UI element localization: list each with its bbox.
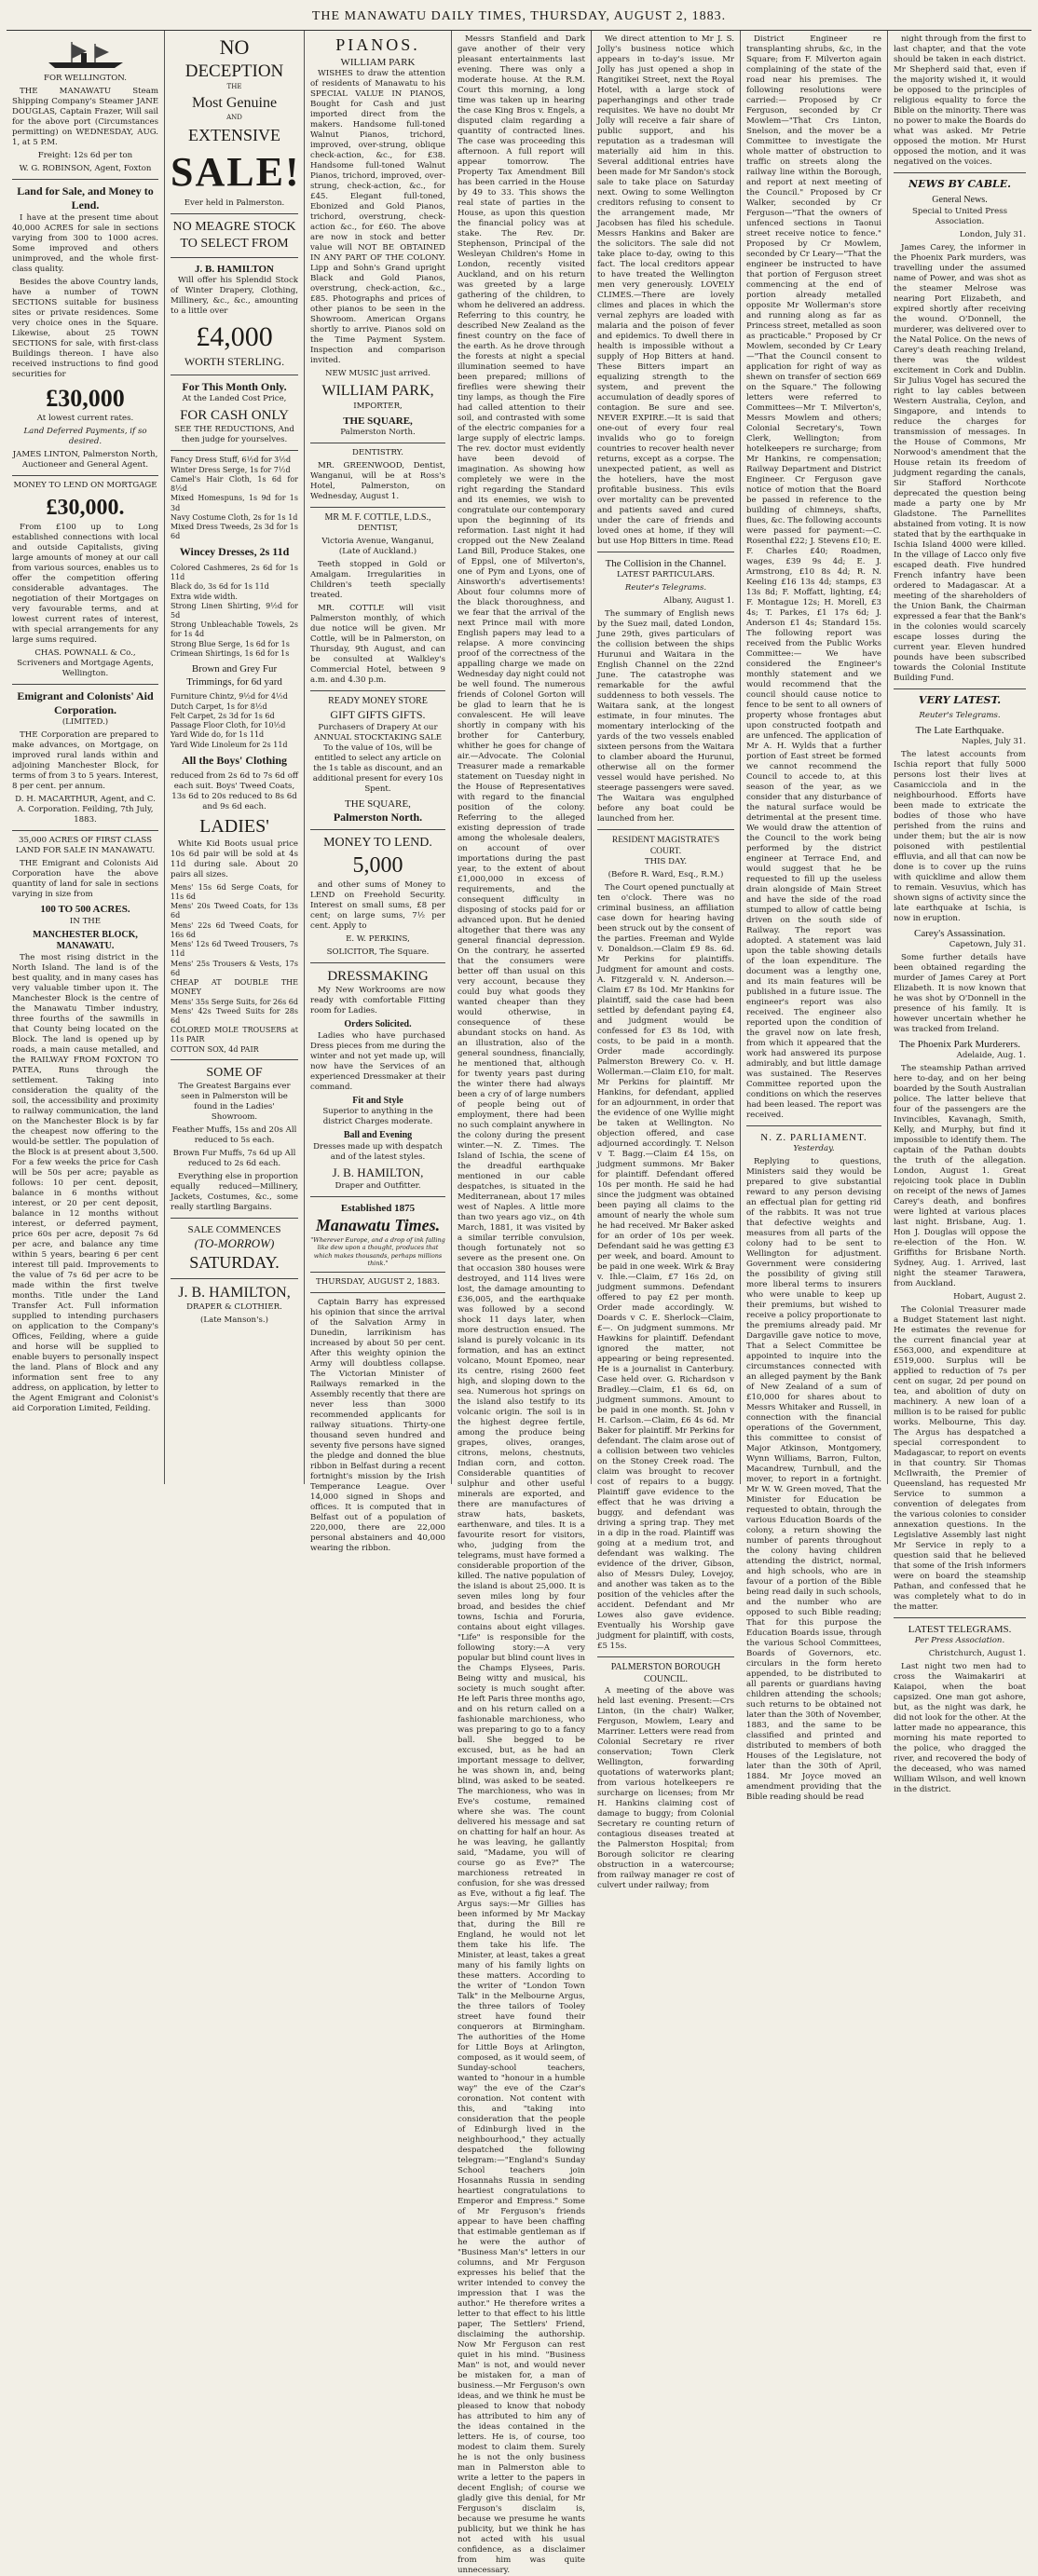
court-heading: RESIDENT MAGISTRATE'S COURT. xyxy=(611,836,720,857)
sale-commences: SALE COMMENCES xyxy=(187,1223,281,1235)
dentistry: DENTISTRY. xyxy=(352,447,403,457)
price-line: Mens' 35s Serge Suits, for 26s 6d xyxy=(171,997,298,1006)
parliament-text: Replying to questions, Ministers said they would be prepared to give substantial reward to any person devising an effectual plan for getting rid of the rabbits. It was not true that defective weights and measures from all parts of the colony had to be sent to Wellington for adjustment. Government were considering the possibility of giving still more liberal terms to insurers who were unable to keep up their premiums, but wished to receive a policy proportionate to the premiums already paid. Mr Dargaville gave notice to move, That a Select Committee be appointed to inquire into the circumstances connected with an alleged payment by the Bank of New Zealand of a sum of £10,000 for shares about to Messrs Whitaker and Russell, in connection with the financial operations of the Government, this committee to consist of Major Atkinson, Montgomery, Wynn Williams, Barron, Fulton, Macandrew, Turnbull, and the mover, to report in a fortnight. Mr W. W. Green moved, That the Minister for Education be requested to obtain, through the various Education Boards of the colony, a return showing the number of parents throughout the colony having children attending the district, normal, and high schools, who are in favour of a portion of the Bible being read daily in such schools, and the number who are opposed to such Bible reading; That for this purpose the Education Boards issue, through the various School Committees, Boards of Governors, etc. circulars in the form hereto appended, to be distributed to all parents or guardians having children attending the schools; such returns to be obtained not later than the 30th of November, 1883, and the same to be classified and printed and distributed to members of both Houses of the Legislature, not later than the 30th of April, 1884. Mr Joyce moved an amendment providing that the Bible reading should be read xyxy=(746,1157,881,1803)
some-text: The Greatest Bargains ever seen in Palmerston will be found in the Ladies' Showroom. xyxy=(178,1081,291,1122)
dentist: DENTIST, xyxy=(358,524,398,534)
orders-solicited: Orders Solicited. xyxy=(344,1018,412,1029)
orders-text: Ladies who have purchased Dress pieces from me during the winter and not yet made up, will now have the Services of an experienced Dressmaker at their command. xyxy=(310,1030,445,1092)
price-line: Dutch Carpet, 1s for 8½d xyxy=(171,702,267,711)
in-the: IN THE xyxy=(69,916,102,926)
extensive: EXTENSIVE xyxy=(188,125,280,144)
ready-money: READY MONEY STORE xyxy=(328,696,428,707)
london: London, July 31. xyxy=(959,229,1026,239)
price-list-2 xyxy=(171,564,298,659)
motto: "Wherever Europe, and a drop of ink falling like dew upon a thought, produces that which makes thousands, perhaps millions think." xyxy=(310,1235,445,1267)
lend-amount: 5,000 xyxy=(352,852,403,878)
ever-held: Ever held in Palmerston. xyxy=(184,198,285,209)
price-line: Winter Dress Serge, 1s for 7½d xyxy=(171,465,291,474)
pownall: CHAS. POWNALL & Co., Scriveners and Mortgage Agents, Wellington. xyxy=(17,647,154,678)
sale-banner: SALE! xyxy=(171,148,301,195)
solicitor: SOLICITOR, The Square. xyxy=(326,947,430,957)
column-3 xyxy=(305,31,452,1554)
telegrams-text: Last night two men had to cross the Waimakariri at Kaiapoi, when the boat capsized. One man got ashore, but, as the night was dark, he did not look for the other. At the latter made no appearance, this morning his mate reported to the police, who dragged the river, and recovered the body of the deceased, who was named William Wilson, and well known in the district. xyxy=(894,1662,1026,1795)
acres-text: THE Emigrant and Colonists Aid Corporation have the above quantity of land for sale in sections varying in size from xyxy=(12,859,158,900)
ship-heading: FOR WELLINGTON. xyxy=(44,74,127,83)
land-heading: Land for Sale, and Money to Lend. xyxy=(17,184,154,212)
meagre-stock: NO MEAGRE STOCK TO SELECT FROM xyxy=(172,220,296,252)
price-line: Yard Wide Linoleum for 2s 11d xyxy=(171,740,288,749)
some-of: SOME OF xyxy=(206,1065,263,1080)
hamilton-head: J. B. HAMILTON xyxy=(195,264,274,275)
agent: W. G. ROBINSON, Agent, Foxton xyxy=(19,164,152,173)
quake-text: The latest accounts from Ischia report that fully 5000 persons lost their lives at Casamicciola and in the neighbourhood. Efforts have been made to extricate the bodies of those who have perished from the ruins and under them; but the air is now poisoned with pestilential effluvia, and all that can now be done is to cover up the ruins with quicklime and allow them to remain. Vesuvius, which has shown signs of activity since the late earthquake at Ischia, is now in eruption. xyxy=(894,750,1026,924)
money-heading: MONEY TO LEND ON MORTGAGE xyxy=(13,480,157,490)
price-line: CHEAP AT DOUBLE THE MONEY xyxy=(171,978,298,997)
ball-evening: Ball and Evening xyxy=(343,1130,413,1141)
dateline: THURSDAY, AUGUST 2, 1883. xyxy=(315,1277,441,1288)
william-park: WILLIAM PARK xyxy=(340,57,416,69)
court-text: The Court opened punctually at ten o'clock. There was no criminal business, an affiliation case down for hearing having been struck out by the consent of the parties. Freeman and Wylde v. Donaldson.—Claim £9 8s. 6d. Mr Perkins for plaintiffs. Judgment for amount and costs. A. Fitzgerald v. N. Anderson.—Claim £7 8s 10d. Mr Hankins for plaintiff, said the case had been settled by defendant paying £4, and judgment would be confessed for £3 8s 10d, with costs, to be paid in a month. Order made accordingly. Palmerston Brewery Co. v. H. Wollerman.—Claim £10, for malt. Mr Perkins for plaintiff. Mr Hankins, for defendant, applied for an adjournment, in order that the evidence of one Wyllie might be taken at Wellington. No objection offered, and case adjourned accordingly. T. Nelson v T. Bagg.—Claim £4 15s, on judgment summons. Mr Baker for plaintiff. Defendant offered 10s per month. He said he had since the judgment was obtained been paying all claims to the amount of nearly the whole sum he had received. Mr Baker asked for an order of 10s per week. Defendant said he was getting £3 per week, and board. Amount to be paid in one week. Wirk & Bray v. Ihle.—Claim, £7 16s 2d, on judgment summons. Defendant offered to pay £2 per month. Order made accordingly. W. Doards v C. E. Sherlock—Claim, £—. On judgment summons. Mr Hawkins for plaintiff. Defendant ignored the matter, not appearing or being represented. He is a journalist in Canterbury. Case held over. G. Richardson v Bradley.—Claim, £1 6s 6d, on judgment summons. Amount to be paid in one month. St. John v H. Carlson.—Claim, £6 4s 6d. Mr Baker for plaintiff. Mr Perkins for defendant. The claim arose out of a collision between two vehicles on the Stoney Creek road. The claim was brought to recover cost of repairs to a buggy. Plaintiff gave evidence to the effect that he was driving a buggy, and defendant was driving a spring trap. They met in a dip in the road. Plaintiff was going at a medium trot, and defendant was walking. The evidence of the driver, Gibson, also of Messrs Duley, Lovejoy, and another was taken as to the position of the vehicles after the accident. Defendant and Mr Lowes also gave evidence. Eventually his Worship gave judgment for plaintiff, with costs, £5 15s. xyxy=(597,883,734,1652)
jbh-3: J. B. HAMILTON, xyxy=(332,1165,424,1180)
the-square-2: THE SQUARE, xyxy=(345,797,411,810)
victoria: Victoria Avenue, Wanganui, (Late of Auckland.) xyxy=(321,537,434,557)
this-day: THIS DAY. xyxy=(644,857,688,867)
boys-clothing: All the Boys' Clothing xyxy=(181,753,287,767)
albany: Albany, August 1. xyxy=(663,596,734,607)
price-line: Colored Cashmeres, 2s 6d for 1s 11d xyxy=(171,563,298,582)
naples: Naples, July 31. xyxy=(962,737,1026,747)
new-music: NEW MUSIC just arrived. xyxy=(324,369,431,379)
earthquake: The Late Earthquake. xyxy=(915,724,1004,736)
william-park-2: WILLIAM PARK, xyxy=(321,383,434,400)
borough-heading: PALMERSTON BOROUGH COUNCIL. xyxy=(610,1662,721,1685)
price-line: Mens' 15s 6d Serge Coats, for 11s 6d xyxy=(171,882,298,901)
winceys: Wincey Dresses, 2s 11d xyxy=(179,545,290,559)
newspaper-page xyxy=(7,6,1031,2575)
linton: JAMES LINTON, Palmerston North, Auctioneer and General Agent. xyxy=(12,449,158,470)
general-news: General News. xyxy=(932,195,988,206)
fit-style: Fit and Style xyxy=(352,1095,403,1106)
very-latest: VERY LATEST. xyxy=(918,693,1002,706)
price-line: Strong Linen Shirting, 9½d for 5d xyxy=(171,601,298,620)
money-to-lend: MONEY TO LEND. xyxy=(323,836,432,851)
no: NO xyxy=(219,35,250,59)
block-text: The most rising district in the North Island. The land is of the best quality, and in many cases has very valuable timber upon it. The Manchester Block is the centre of the Manawatu Timber industry, three fourths of the sawmills in that County being located on the Block. The land is opened up by roads, a main cause metalled, and the RAILWAY FROM FOXTON TO PATEA, Runs through the settlement. Taking into consideration the quality of the soil, the accessibility and proximity to railway communication, the land on the Manchester Block is by far the cheapest now offering to the would-be settler. The population of the Block is at present about 3,500. For a few weeks the price for Cash will be 50s per acre; payable as follows: 10 per cent. deposit, balance in 6 months without interest, or 20 per cent deposit, balance in 12 months without interest, or deferred payment, price 60s per acre, deposit 7s 6d per acre, and balance any time within 5 years, bearing 6 per cent interest till paid. Improvements to the value of 7s 6d per acre to be made within the first twelve months. Title under the Land Transfer Act. Full information supplied to intending purchasers on application to the Company's Offices, Feilding, where a guide and horse will be supplied to enable buyers to personally inspect the land. Plans of Block and any information sent free to any address, on application, by letter to the Agent Emigrant and Colonist's aid Corporation Limited, Feilding. xyxy=(12,953,158,1414)
amount: £4,000 xyxy=(196,321,273,353)
landed-cost: At the Landed Cost Price, xyxy=(182,394,287,404)
dress-text: My New Workrooms are now ready with comfortable Fitting room for Ladies. xyxy=(310,985,445,1015)
christchurch: Christchurch, August 1. xyxy=(928,1649,1026,1659)
acres-range: 100 TO 500 ACRES. xyxy=(40,904,130,916)
pianos: PIANOS. xyxy=(335,35,420,54)
column-5 xyxy=(592,31,741,1890)
phoenix-text: The steamship Pathan arrived here to-day, and on her being boarded by the South Australian police. The latter believe that four of the passengers are the Invincibles, Kavanagh, Smith, Kelly, and Murphy, but find it impossible to identify them. The captain of the Pathan doubts the truth of the allegation. London, August 1. Great rejoicing took place in Dublin on receipt of the news of James Carey's death, and bonfires were lighted at various places last night. Brisbane, Aug. 1. Hon J. Douglas will oppose the re-election of the Hon. W. Griffiths for Brisbane North. Sydney, Aug. 1. Arrived, last night the steamer Tarawera, from Auckland. xyxy=(894,1064,1026,1289)
land-text: I have at the present time about 40,000 ACRES for sale in sections varying from 300 to 1000 acres. Some improved and others unimproved, and the whole first-class quality. xyxy=(12,212,158,274)
limited: (LIMITED.) xyxy=(61,717,109,728)
outfitter: Draper and Outfitter. xyxy=(335,1180,421,1191)
cable-heading: NEWS BY CABLE. xyxy=(908,178,1011,190)
cable-text: James Carey, the informer in the Phoenix Park murders, was travelling under the assumed name of Power, and was shot as the steamer Melrose was nearing Port Elizabeth, and expired shortly after receiving the wound. O'Donnell, the murderer, was delivered over to the Natal Police. On the news of Carey's death reaching Ireland, there was the wildest excitement in Cork and Dublin. Sir Julius Vogel has secured the right to lay cables between Western Australia, Ceylon, and Singapore, and intends to reduce the charges for transmission of messages. In the House of Commons, Mr Norwood's amendment that the House retain its freedom of judgment regarding the canals, Sir Stafford Northcote deprecated the question being made a party one by Mr Gladstone. The Parnellites abstained from voting. It is now stated that by the earthquake in Ischia Island 4000 were killed. In the village of Lacco only five escaped death. Five hundred French infantry have been ordered to Madagascar. At a meeting of the shareholders of the Union Bank, the Chairman expressed a fear that the Bank's in the colonies would scarcely escape losses during the current year. Eleven hundred pounds have been subscribed towards the Colonial Institute Building Fund. xyxy=(894,242,1026,683)
land-terms: Land Deferred Payments, if so desired. xyxy=(23,426,147,446)
tomorrow: (TO-MORROW) xyxy=(194,1235,275,1250)
teeth: Teeth stopped in Gold or Amalgam. Irregularities in Children's teeth specially treated. xyxy=(310,560,445,601)
news-items-2: We direct attention to Mr J. S. Jolly's business notice which appears in to-day's issue. Mr Jolly has just opened a shop in Rangitikei Street, next the Royal Hotel, with a large stock of paperhangings and other trade requisites. We have no doubt Mr Jolly will receive a fair share of public support, and his reputation as a tradesman will materially aid him in this. Several additional entries have been made for Mr Sandon's stock sale to take place on Saturday next. Owing to some Wellington creditors refusing to consent to the arrangement made, Mr Jacobsen has filed his schedule. Messrs Hankins and Baker are the solicitors. The sale did not take place to-day, owing to this fact. The local creditors appear to have treated the Wellington men very generously. LOVELY CLIMES.—There are lovely climes and places in which the vernal zephyrs are loaded with malaria and the poison of fever and epidemics. To dwell there in health is impossible without a supply of Hop Bitters at hand. These Bitters impart an equalizing strength to the system, and prevent the accumulation of deadly spores of contagion. Be sure and see. NEVER EXPIRE.—It is said that one-out of every four real invalids who go to foreign countries to recover health never returns, except as a corpse. The unexpected patient, as well as the hoteliers, have the most profitable business. This evils over mortality can be prevented and patients saved and cured under the care of friends and loved ones at home, if they will but use Hop Bitters in time. Read xyxy=(597,34,734,546)
column-7 xyxy=(888,31,1031,1795)
gifts-text: Purchasers of Drapery At our ANNUAL STOCKTAKING SALE To the value of 10s, will be entitled to select any article on the 1s table as discount, and an additional present for every 10s Spent. xyxy=(312,722,444,794)
freight: Freight: 12s 6d per ton xyxy=(37,151,133,160)
acres-heading: 35,000 ACRES OF FIRST CLASS LAND FOR SALE IN MANAWATU. xyxy=(15,836,156,856)
money-amount: £30,000. xyxy=(46,495,125,520)
emigrant-text: THE Corporation are prepared to make advances, on Mortgage, on improved rural lands within and adjoining Manchester Block, for terms of from 3 to 5 years. Interest, 8 per cent. per annum. xyxy=(12,730,158,792)
article-text: Captain Barry has expressed his opinion that since the arrival of the Salvation Army in Dunedin, larrikinism has increased by about 50 per cent. After this weighty opinion the Army will doubtless collapse. The Victorian Minister of Railways remarked in the Assembly recently that there are never less than 3000 recommended applicants for railway situations. Thirty-one thousand seven hundred and seventy five persons have signed the pledge and donned the blue ribbon in Belfast during a recent fortnight's mission by the Irish Temperance League. Over 14,000 signed in Shops and offices. It is computed that in Belfast out of a population of 220,000, there are 22,000 personal abstainers and 40,000 wearing the ribbon. xyxy=(310,1298,445,1554)
jbh-signature: J. B. HAMILTON, xyxy=(178,1284,291,1301)
perkins: E. W. PERKINS, xyxy=(346,934,410,944)
price-line: Furniture Chintz, 9½d for 4½d xyxy=(171,692,288,702)
collision-heading: The Collision in the Channel. xyxy=(605,558,727,569)
importer: IMPORTER, xyxy=(353,401,403,411)
press-association: Per Press Association. xyxy=(914,1636,1005,1646)
latest-particulars: LATEST PARTICULARS. xyxy=(617,570,715,580)
ball-text: Dresses made up with despatch and of the latest styles. xyxy=(313,1142,443,1163)
price-line: Strong Blue Serge, 1s 6d for 1s xyxy=(171,639,290,648)
column-1 xyxy=(7,31,165,1484)
ship-text: THE MANAWATU Steam Shipping Company's Steamer JANE DOUGLAS, Captain Frazer, Will sail for the above port (Circumstances permitting) on WEDNESDAY, AUG. 1, at 5 P.M. xyxy=(12,87,158,147)
price-line: COLORED MOLE TROUSERS at 11s PAIR xyxy=(171,1026,298,1044)
carey-text: Some further details have been obtained regarding the murder of James Carey at Port Elizabeth. It is now known that he was shot by O'Donnell in the presence of his family. It is however uncertain whether he was tracked from Ireland. xyxy=(894,953,1026,1035)
price-line: Mixed Dress Tweeds, 2s 3d for 1s 6d xyxy=(171,523,298,541)
price-line: Yard Wide do, for 1s 11d xyxy=(171,730,265,740)
adelaide: Adelaide, Aug. 1. xyxy=(956,1051,1026,1061)
cottle: MR M. F. COTTLE, L.D.S., xyxy=(324,511,431,523)
draper-clothier: DRAPER & CLOTHIER. xyxy=(186,1302,282,1313)
price-line: Felt Carpet, 2s 3d for 1s 6d xyxy=(171,711,275,720)
the: THE xyxy=(226,83,242,91)
latest-telegrams: LATEST TELEGRAMS. xyxy=(908,1624,1012,1636)
reuters-2: Reuter's Telegrams. xyxy=(919,710,1001,720)
price-line: Crimean Shirtings, 1s 6d for 1s xyxy=(171,648,290,658)
late-mansons: (Late Manson's.) xyxy=(200,1315,268,1326)
saturday: SATURDAY. xyxy=(189,1252,280,1272)
reuters: Reuter's Telegrams. xyxy=(624,583,707,593)
price-line: Mens' 25s Trousers & Vests, 17s 6d xyxy=(171,959,298,977)
greenwood: MR. GREENWOOD, Dentist, Wanganui, will be at Ross's Hotel, Palmerston, on Wednesday, August 1. xyxy=(310,460,445,501)
brown-fur-muffs: Brown Fur Muffs, 7s 6d up All reduced to 2s 6d each. xyxy=(172,1148,296,1168)
the-square: THE SQUARE, xyxy=(343,415,413,427)
gifts: GIFT GIFTS GIFTS. xyxy=(330,708,426,722)
price-line: Navy Costume Cloth, 2s for 1s 1d xyxy=(171,512,298,522)
furs: Brown and Grey Fur Trimmings, for 6d yard xyxy=(186,663,282,688)
boys-text: reduced from 2s 6d to 7s 6d off each suit. Boys' Tweed Coats, 13s 6d to 20s reduced to 8s 6d and 9s 6d each. xyxy=(171,771,298,812)
price-line: Mens' 12s 6d Tweed Trousers, 7s 11d xyxy=(171,940,298,959)
emigrant-heading: Emigrant and Colonists' Aid Corporation. xyxy=(17,688,154,717)
palmerston: Palmerston North. xyxy=(340,427,416,437)
ladies: LADIES' xyxy=(199,816,269,838)
hobart: Hobart, August 2. xyxy=(953,1292,1026,1302)
land-extra: Besides the above Country lands, have a number of TOWN SECTIONS suitable for business sites or private residences. Some very choice ones in the Square. Likewise, about 25 TOWN SECTIONS for sale, with first-class Buildings thereon. I have also received instructions to find good securities for xyxy=(12,277,158,379)
big-amount: £30,000 xyxy=(46,384,125,412)
collision-text: The summary of English news by the Suez mail, dated London, June 29th, gives particulars of the collision between the ships Hurunui and Waitara in the English Channel on the 22nd June. The catastrophe was remarkable for the awful suddenness to both vessels. The Waitara sank, at the longest estimate, in four minutes. The momentary interlocking of the yards of the two vessels enabled sixteen persons from the Waitara to clamber aboard the Hurunui, otherwise all on the former vessel would have perished. No steerage passengers were saved. The Waitara was engulphed before any boat could be launched from her. xyxy=(597,609,734,825)
parliament-heading: N. Z. PARLIAMENT. xyxy=(760,1132,867,1143)
macarthur: D. H. MACARTHUR, Agent, and C. A. Corporation. Feilding, 7th July, 1883. xyxy=(15,795,156,825)
column-6 xyxy=(741,31,888,1803)
fit-text: Superior to anything in the district Charges moderate. xyxy=(322,1107,433,1127)
borough-text: A meeting of the above was held last evening. Present:—Crs Linton, (in the chair) Walker, Ferguson, Mowlem, Leary and Marriner. Letters were read from Colonial Secretary re river conservation; Town Clerk Wellington, forwarding quotations of waterworks plant; from various hotelkeepers re surcharge on licenses; from Mr H. Hankins claiming cost of damage to buggy; from Colonial Secretary re counting return of contagious diseases treated at the Palmerston Hospital; from Borough solicitor re clearing obstruction in a watercourse; from railway manager re cost of culvert under railway; from xyxy=(597,1685,734,1890)
price-line: Fancy Dress Stuff, 6½d for 3½d xyxy=(171,456,292,465)
most-genuine: Most Genuine xyxy=(191,95,278,112)
deception: DECEPTION xyxy=(184,61,284,82)
price-line: Mixed Homespuns, 1s 9d for 1s 3d xyxy=(171,494,298,512)
cottle-text: MR. COTTLE will visit Palmerston monthly, of which due notice will be given. Mr Cottle, will be in Palmerston, on Thursday, 9th August, and can be consulted at Walkley's Commercial Hotel, between 9 a.m. and 4.30 p.m. xyxy=(310,604,445,686)
worth: WORTH STERLING. xyxy=(184,355,285,369)
price-list-4 xyxy=(171,883,298,1055)
column-4 xyxy=(452,31,592,2575)
lend-text: and other sums of Money to LEND on Freehold Security. Interest on small sums, £8 per cent; on large sums, 7½ per cent. Apply to xyxy=(310,879,445,931)
ship-icon xyxy=(44,38,128,70)
feather-muffs: Feather Muffs, 15s and 20s All reduced to 5s each. xyxy=(171,1124,297,1145)
block-name: MANCHESTER BLOCK, MANAWATU. xyxy=(33,929,138,952)
capetown: Capetown, July 31. xyxy=(949,940,1026,950)
news-items: Messrs Stanfield and Dark gave another of their very pleasant entertainments last evening. There was only a moderate house. At the R.M. Court this morning, a long time was taken up in hearing the case King Bros v. Engels, a disputed claim regarding a quantity of contracted lines. The case was proceeding this afternoon. A full report will appear tomorrow. The Property Tax Amendment Bill has been carried in the House by 49 to 33. This shows the real state of parties in the House, as upon this question the financial policy was at stake. The Rev. Dr. Stephenson, Principal of the Wesleyan Children's Home in London, recently visited Auckland, and on his return was greeted by a large gathering of the children, to whom he delivered an address. Referring to this country, he described New Zealand as the finest country on the face of the earth. As he drove through the forests at night a special illumination seemed to have been prepared; millions of fireflies were shewing their tiny lamps, as though the Fire had called attention to their soil, and contrasted with some of the electric companies for a large supply of electric lamps. The rev. doctor must evidently have been devoid of imagination. As showing how completely we were in the right regarding the Standard and its enemies, we wish to congratulate our contemporary upon the beginning of its reformation. Last night it had cropped out the New Zealand Land Bill, Produce Stakes, one of Eppsl, one of Milverton's, one of Pym and Lyons, one of Ainsworth's advertisements! About four columns more of the black thoroughness, and we fear that the arrival of the next Prince mail with more English papers may lead to a relapse. A more convincing proof of the correctness of the appalling charge we made on Wednesday day night could not be well found. The numerous friends of Colonel Gorton will be glad to learn that he is convalescent. He will leave shortly in company with his brother for Canterbury, whither he goes for change of air.—Advocate. The Colonial Treasurer made a remarkable statement on Tuesday night in the House of Representatives with regard to the financial position of the colony. Referring to the alleged existing depression of trade among the wholesale dealers, on account of over importations during the past year, to the extent of about £1,000,000 in excess of requirements, and the consequent difficulty in disposing of stocks paid for or advanced upon. But he denied altogether that there was any general financial depression. On the contrary, he asserted that the consumers were better off than usual on this very account, because they could buy what goods they wanted cheaper than they would otherwise, in consequence of these abundant stocks on hand. As an illustration, also of the general soundness, financially, he mentioned that, although for twenty years past during the winter there had always been a cry of of large numbers of people being out of employment, there had been no such complaint anywhere in the colony during the present winter.—N. Z. Times. The Island of Ischia, the scene of the dreadful earthquake mentioned in our cable despatches, is situated in the Mediterranean, about 17 miles west of Naples. A little more than two years ago viz., on 4th March, 1881, it was visited by a similar terrible convulsion, though fortunately not so severe as the present one. On that occasion 380 houses were destroyed, and 114 lives were lost, the damage amounting to £36,005, and the earthquake was followed by a second shock 11 days later, when more destruction ensued. The island is purely volcanic in its formation, and has an extinct volcano, Mount Epomeo, near its centre, rising 2600 feet high, and sloping down to the sea. Numerous hot springs on the island also testify to its volcanic origin. The soil is in the highest degree fertile, among the produce being grapes, olives, oranges, citrons, melons, chestnuts, Indian corn, and cotton. Considerable quantities of sulphur and other useful minerals are exported, and there are manufactures of straw hats, baskets, earthenware, and tiles. It is a favourite resort for visitors, who, judging from the telegrams, must have formed a considerable proportion of the killed. The native population of the island is about 25,000. It is seven miles long by four broad, and besides the chief towns, Ischia and Foruria, contains about eight villages. "Life" is responsible for the following story:—A very popular but blind count lives in the Champs Elysees, Paris. Being witty and musical, his society is much sought after. He left Paris three months ago, and on his return called on a fashionable marchioness, who was preparing to go to a fancy ball. She begged to be excused, but, as he had an important message to deliver, he was shown in, and, being blind, was asked to be seated. The marchioness, who was in Eve's costume, remained where she was. The count delivered his message and sat on chatting for half an hour. As he was leaving, he gallantly said, "Madame, you will of course go as Eve?" The marchioness retreated in confusion, for she was dressed as Eve, without a fig leaf. The Argus says:—Mr Gillies has been informed by Mr Mackay that, during the Bill re England, he would not let them take his life. The Minister, at least, takes a great many of his family lights on these matters. According to the writer of "London Town Talk" in the Melbourne Argus, the three tailors of Tooley street have found their conquerors at Birmingham. The authorities of the Home for Little Boys at Arlington, composed, as it would seem, of Sunday-school teachers, wanted to "honour in a humble way" the eve of the Czar's coronation. Not content with this, and "taking into consideration that the people of Edinburgh lived in the neighbourhood," they actually despatched the following telegram:—"England's Sunday School teachers join Hosannahs Russia in sending heartiest congratulations to Emperor and Empress." Some of Mr Ferguson's friends appear to have been chaffing that estimable gentleman as if he were the author of "Business Man's" letters in our columns, and Mr Ferguson expresses his belief that the writer intended to convey the impression that I was the author." He therefore writes a letter to that effect to his little paper, The Settlers' Friend, disclaiming the authorship. Now Mr Ferguson can rest quiet in his mind. "Business Man" is not, and would never be mistaken for, a man of business.—Mr Ferguson's own ideas, and we think he must be pleased to know that nobody has attributed to him any of the ideas contained in the letters. He is, of course, too modest to claim them. Surely he is not the only business man in Palmerston able to write a letter to the papers in decent English; of course we gladly give this denial, for Mr Ferguson's disclaim is, because we presume he wants publicity, but we think he has not acted with his usual confidence, as a disclaimer from him was quite unnecessary. xyxy=(458,34,586,2575)
before: (Before R. Ward, Esq., R.M.) xyxy=(608,870,724,880)
price-line: Mens' 42s Tweed Suits for 28s 6d xyxy=(171,1006,298,1025)
park-text: WISHES to draw the attention of residents of Manawatu to his SPECIAL VALUE IN PIANOS, Bought for Cash and just imported direct from the makers. Handsome full-toned Walnut Pianos, trichord, improved, over-strung, oblique check-action, &c., for £38. Handsome full-toned Walnut Pianos, trichord, improved, over-strung, check-action, &c., for £45. Elegant full-toned, Ebonized and Gold Pianos, trichord, overstrung, check-action &c., for £60. The above are now in stock and better value will NOT BE OBTAINED IN ANY PART OF THE COLONY. Lipp and Sohn's Grand upright Black and Gold Pianos, overstrung, check-action, &c., £85. Photographs and prices of other pianos to be seen in the Showroom. American Organs shortly to arrive. Pianos sold on the Time Payment System. Inspection and comparison invited. xyxy=(310,69,445,366)
price-line: Passage Floor Cloth, for 10½d xyxy=(171,721,286,730)
price-line: Strong Unbleachable Towels, 2s for 1s 4d xyxy=(171,620,298,639)
column-2 xyxy=(165,31,305,1484)
price-line: Extra wide width. xyxy=(171,592,238,601)
everything-text: Everything else in proportion equally reduced—Millinery, Jackets, Costumes, &c., some really startling Bargains. xyxy=(171,1171,298,1212)
and: AND xyxy=(226,113,242,121)
money-text: From £100 up to Long established connections with local and outside Capitalists, giving large amounts of money at our call from various sources, enables us to offer the competition offering considerable advantages. The negotiation of their Mortgages on very favourable terms, and at lowest current rates of interest, with special arrangements for any large sums required. xyxy=(12,522,158,645)
month-only: For This Month Only. xyxy=(182,379,287,393)
parliament-cont: night through from the first to last chapter, and that the vote should be taken in each district. Mr Shepherd said that, even if the majority wished it, it would be opposed to the principles of religious equality to force the Bible on the minority. There was no power to make the Boards do what was asked. Mr Petrie opposed the motion. Mr Hurst opposed the motion, and it was negatived on the voices. xyxy=(894,34,1026,167)
price-line: Camel's Hair Cloth, 1s 6d for 8½d xyxy=(171,474,298,494)
special: Special to United Press Association. xyxy=(911,206,1008,226)
paper-name: Manawatu Times. xyxy=(315,1215,441,1234)
big-amount-note: At lowest current rates. xyxy=(36,413,134,423)
price-line: Mens' 20s Tweed Coats, for 13s 6d xyxy=(171,902,298,920)
price-line: Mens' 22s 6d Tweed Coats, for 16s 6d xyxy=(171,920,298,939)
hobart-text: The Colonial Treasurer made a Budget Statement last night. He estimates the revenue for the current financial year at £563,000, and expenditure at £519,000. Surplus will be applied to reduction of 7s per cent on sugar, 2d per pound on tea, and abolition of duty on machinery. A new loan of a million is to be raised for public works. Melbourne, This day. The Argus has despatched a special correspondent to Madagascar, to report on events in that country. Sir Thomas McIlwraith, the Premier of Queensland, has requested Mr Service to summon a convention of delegates from the various colonies to consider annexation questions. In the Legislative Assembly last night Mr Service in reply to a question said that he believed that some of the Irish informers were on board the steamship Pathan, and confessed that he was completely what to do in the matter. xyxy=(894,1305,1026,1613)
price-line: COTTON SOX, 4d PAIR xyxy=(171,1044,259,1054)
established: Established 1875 xyxy=(340,1202,416,1214)
dressmaking: DRESSMAKING xyxy=(327,968,429,984)
price-line: Black do, 3s 6d for 1s 11d xyxy=(171,582,269,592)
masthead: THE MANAWATU DAILY TIMES, THURSDAY, AUGUST 2, 1883. xyxy=(7,6,1031,31)
carey: Carey's Assassination. xyxy=(914,928,1005,940)
cash-only: FOR CASH ONLY xyxy=(180,408,289,424)
hamilton-text: Will offer his Splendid Stock of Winter Drapery, Clothing, Millinery, &c., &c., amounting to a little over xyxy=(171,276,298,317)
reductions: SEE THE REDUCTIONS, And then judge for yourselves. xyxy=(174,425,294,445)
yesterday: Yesterday. xyxy=(793,1144,835,1154)
phoenix: The Phoenix Park Murderers. xyxy=(898,1039,1021,1051)
council-text: District Engineer re transplanting shrubs, &c, in the Square; from F. Milverton again complaining of the state of the road near his premises. The following resolutions were carried:— Proposed by Cr Ferguson, seconded by Cr Mowlem—"That Crs Linton, Snelson, and the mover be a Committee to investigate the whole matter of obstruction to traffic on streets along the railway line within the Borough, and report at next meeting of the Council." Proposed by Cr Walker, seconded by Cr Ferguson—"That the owners of unfenced sections in Taonui street receive notice to fence." Proposed by Cr Mowlem, seconded by Cr Leary—"That the engineer be instructed to have that portion of Ferguson street commencing at the end of portion already metalled opposite Mr Wollerman's store and running along as far as Princess street, metalled as soon as practicable." Proposed by Cr Mowlem, seconded by Cr Leary—"That the Council consent to application for right of way as shewn on transfer of section 669 on the Square." The following letters were referred to Committees—Mr T. Milverton's, Messrs Mowlem and others; Colonial Secretary's, Town Clerk, Wellington; from hotelkeepers re surcharge; from Mr Hankins, re compensation; Railway Department and District Engineer. Cr Ferguson gave notice of motion that the Board be passed in reference to the building of chimneys, shafts, flues, &c. The following accounts were passed for payment:—C. Rosenthal £22; J. Stevens £10; E. F. Charles £40; Roadmen, wages, £39 9s 4d; E. J. Armstrong, £10 8s 4d; R. N. Keeling £16 13s 4d; stamps, £3 13s 8d; F. Moffatt, lighting, £4; F. Montague 12s; H. Morell, £3 4s; T. Parkes, £1 17s 6d; J. Anderson £1 4s; Standard 15s. The following report was received from the Public Works Committee:— We have considered the Engineer's monthly statement and we would recommend that the council should cause notice to fence to be sent to all owners of property whose frontages abut upon constructed footpath and are unfenced. The application of Mr A. H. Wylds that a further portion of East street be formed we cannot recommend the Council to accede to, at this season of the year, as we consider that any disturbance of the natural surface would be detrimental at the present time. We would draw the attention of the Council to the work being performed by the district engineer at Terrace End, and would suggest that he be requested to fill up the useless drain alongside of Main Street and have the side of the road stumped to allow of cattle being driven on the south side of Railway. The report was adopted. A statement was laid upon the table showing details of the loan expenditure. The document was a lengthy one, and its main features will be published in a future issue. The engineer's report was also received. The engineer also reported upon the condition of the gravel now on late fresh, from which it appeared that the work had answered its purpose admirably, and but little damage was sustained. The Reserves Committee reported upon the conditions on which the reserves had been leased. The report was received. xyxy=(746,34,881,1120)
palmerston-2: Palmerston North. xyxy=(333,810,423,824)
price-list-3 xyxy=(171,692,298,749)
ladies-text: White Kid Boots usual price 10s 6d pair will be sold at 4s 11d during sale. About 20 pairs all sizes. xyxy=(171,838,298,879)
price-list-1 xyxy=(171,456,298,541)
